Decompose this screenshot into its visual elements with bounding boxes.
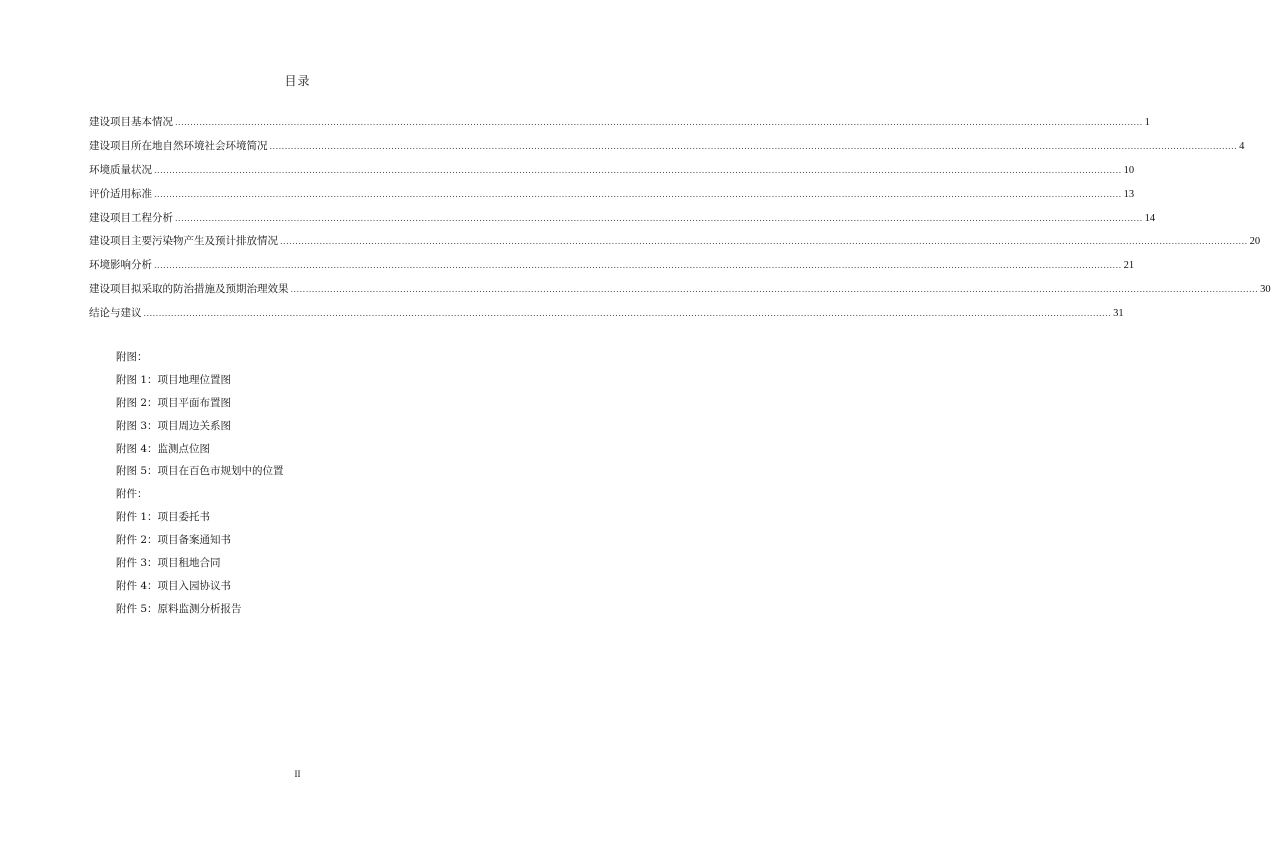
attachment-item: 附件 2：项目备案通知书 <box>116 534 232 547</box>
table-of-contents <box>89 115 1271 330</box>
toc-page-number: 13 <box>1123 188 1135 200</box>
attachments-heading: 附件： <box>116 488 148 501</box>
toc-entry[interactable] <box>89 139 1245 163</box>
toc-entry-title: 结论与建议 <box>89 307 142 320</box>
toc-entry[interactable] <box>89 282 1271 306</box>
toc-dot-leader: .............................................................................................................................................................................................................................................................................................................................. <box>175 213 1143 223</box>
toc-entry-title: 建设项目基本情况 <box>89 116 173 128</box>
toc-dot-leader: .............................................................................................................................................................................................................................................................................................................................. <box>154 261 1122 271</box>
page-number: II <box>294 769 301 779</box>
toc-page-number: 20 <box>1249 236 1261 248</box>
toc-entry-title: 建设项目拟采取的防治措施及预期治理效果 <box>89 283 289 296</box>
toc-entry[interactable] <box>89 187 1135 211</box>
toc-entry-title: 环境影响分析 <box>89 259 152 272</box>
toc-entry[interactable] <box>89 306 1124 330</box>
toc-entry-title: 环境质量状况 <box>89 163 152 176</box>
toc-entry[interactable] <box>89 234 1261 258</box>
toc-dot-leader: .............................................................................................................................................................................................................................................................................................................................. <box>280 237 1248 247</box>
appendix-list <box>116 350 536 625</box>
toc-page-number: 21 <box>1123 260 1135 272</box>
toc-dot-leader: .............................................................................................................................................................................................................................................................................................................................. <box>154 165 1122 175</box>
page-title: 目录 <box>284 74 311 88</box>
toc-dot-leader: .............................................................................................................................................................................................................................................................................................................................. <box>143 309 1112 319</box>
attachment-item: 附件 1：项目委托书 <box>116 511 211 524</box>
figures-heading: 附图： <box>116 351 148 363</box>
toc-dot-leader: .............................................................................................................................................................................................................................................................................................................................. <box>175 118 1143 127</box>
toc-page-number: 14 <box>1144 212 1156 224</box>
toc-entry[interactable] <box>89 115 1150 139</box>
figure-item: 附图 2：项目平面布置图 <box>116 396 232 409</box>
figure-item: 附图 5：项目在百色市规划中的位置 <box>116 465 284 478</box>
attachment-item: 附件 3：项目租地合同 <box>116 557 221 570</box>
toc-entry[interactable] <box>89 211 1156 235</box>
toc-dot-leader: .............................................................................................................................................................................................................................................................................................................................. <box>290 285 1259 295</box>
toc-entry-title: 建设项目所在地自然环境社会环境简况 <box>89 139 268 152</box>
toc-dot-leader: .............................................................................................................................................................................................................................................................................................................................. <box>154 189 1122 199</box>
attachment-item: 附件 4：项目入园协议书 <box>116 579 232 592</box>
toc-dot-leader: .............................................................................................................................................................................................................................................................................................................................. <box>269 141 1238 151</box>
figure-item: 附图 1：项目地理位置图 <box>116 373 232 386</box>
toc-entry-title: 评价适用标准 <box>89 187 152 200</box>
toc-page-number: 10 <box>1123 164 1135 176</box>
toc-entry[interactable] <box>89 163 1135 187</box>
toc-entry-title: 建设项目工程分析 <box>89 211 173 224</box>
toc-entry-title: 建设项目主要污染物产生及预计排放情况 <box>89 235 278 248</box>
attachment-item: 附件 5：原料监测分析报告 <box>116 602 242 615</box>
toc-entry[interactable] <box>89 258 1135 282</box>
toc-page-number: 31 <box>1113 308 1124 320</box>
figure-item: 附图 4：监测点位图 <box>116 442 211 455</box>
figure-item: 附图 3：项目周边关系图 <box>116 419 232 432</box>
toc-page-number: 30 <box>1260 284 1271 296</box>
toc-page-number: 4 <box>1239 140 1245 152</box>
toc-page-number: 1 <box>1144 117 1150 128</box>
